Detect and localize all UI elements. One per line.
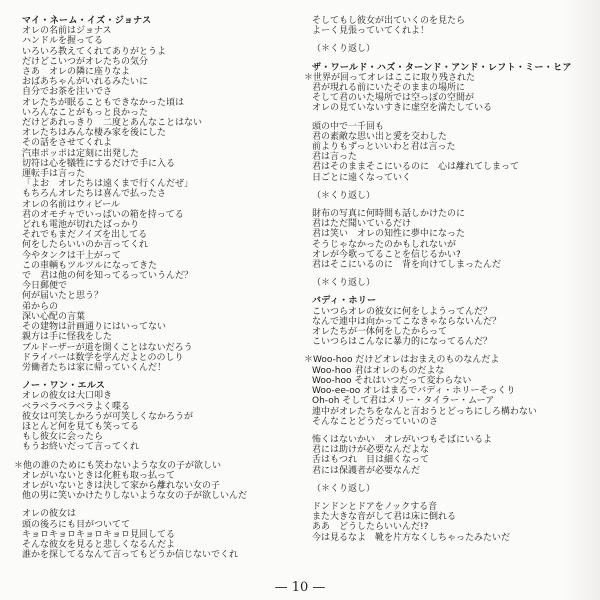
lyric-line: そして君のいた場所では空っぽの空間が	[312, 93, 475, 104]
lyric-line: 弟からの	[22, 301, 59, 312]
lyric-line: 君はただ聞いているだけ	[312, 219, 412, 230]
lyric-line: 汽車ポッポは定刻に出発した	[22, 148, 140, 159]
lyric-line: オレがいないときは決して家から離れない女の子	[22, 480, 221, 491]
lyric-stanza	[22, 509, 247, 560]
lyric-line: さあ オレの隣に座りなよ	[22, 67, 131, 78]
lyric-line: 何をしたらいいのか言ってくれ	[22, 240, 149, 251]
lyric-line: 頭の中で一千回も	[312, 121, 385, 132]
song-section	[304, 62, 572, 114]
lyric-line: Woo-hoo それはいつだって変わらない	[312, 375, 472, 386]
lyric-line: その建物は計画通りにはいってない	[22, 322, 167, 333]
lyric-line: オレたちが眠ることもできなかった頃は	[22, 97, 185, 108]
lyric-line: 君はそこにいるのに 背を向けてしまったんだ	[312, 260, 502, 271]
lyric-line: オレの見ていないすきに虚空を満たしている	[312, 103, 493, 114]
lyric-line: キョロキョロキョロキョロ見回してる	[22, 529, 176, 540]
lyric-line: 今日郵便で	[22, 281, 68, 292]
lyric-stanza	[14, 460, 248, 502]
lyric-line: いろいろ教えてくれてありがとうよ	[22, 46, 167, 57]
lyric-line: おばあちゃんがいれるみたいに	[22, 77, 149, 88]
page-number: — 10 —	[274, 580, 326, 595]
lyric-line: だけどこいつがオレたちの気分	[22, 56, 149, 67]
lyric-line: 君は笑い オレの知性に夢中になった	[312, 229, 466, 240]
lyric-line: そんな彼女を見ると悲しくなるんだよ	[22, 539, 176, 550]
lyric-line: 今やタンクは干上がって	[22, 250, 121, 261]
song-section	[312, 296, 572, 347]
lyric-stanza	[312, 435, 572, 476]
lyric-line: 財布の写真に何時間も話しかけたのに	[312, 209, 466, 220]
lyric-line: なんで連中は向かってこなきゃならないんだ？	[312, 316, 502, 327]
lyric-line: （＊くり返し）	[312, 483, 376, 494]
lyric-line: Oh-oh そして君はメリー・タイラー・ムーア	[312, 396, 495, 407]
song-title: ノー・ワン・エルス	[22, 381, 106, 392]
lyric-line: 労働者たちは家に帰っていくんだ！	[22, 362, 167, 373]
lyric-line: オレの彼女は大口叩き	[22, 391, 113, 402]
lyric-line: だけどあれっきり 二度とあんなことはない	[22, 118, 203, 129]
lyric-line: こいつらオレの彼女に何をしようってんだ？	[312, 306, 493, 317]
lyric-line: オレたちはみんな棲み家を後にした	[22, 128, 167, 139]
lyric-line: 自分でお茶を注いでさ	[22, 87, 113, 98]
lyric-line: Woo-ee-oo オレはまるでバディ・ホリーそっくり	[312, 386, 516, 397]
lyric-line: もうお終いだって言ってくれ	[22, 442, 140, 453]
lyric-stanza	[312, 44, 572, 54]
lyric-line: 深い心配の言葉	[22, 311, 86, 322]
lyric-line: ドンドンとドアをノックする音	[312, 501, 438, 512]
lyric-line: Woo-hoo 君はオレのものだよな	[312, 365, 445, 376]
lyric-line: こいつらはこんなに暴力的になってるんだ？	[312, 337, 493, 348]
song-title: ザ・ワールド・ハズ・ターンド・アンド・レフト・ミー・ヒア	[312, 62, 572, 73]
lyric-line: いろんなことがもっと良かった	[22, 107, 149, 118]
lyric-line: ああ どうしたらいいんだ!?	[312, 522, 429, 533]
lyric-line: 他の男に笑いかけたりしないような女の子が欲しいんだ	[22, 491, 248, 502]
lyric-stanza	[312, 122, 572, 183]
song-title: マイ・ネーム・イズ・ジョナス	[22, 16, 152, 26]
lyric-line: 君の素敵な思い出と愛を交わした	[312, 131, 448, 142]
lyric-line: オレがいないときは化粧も取っ払って	[22, 470, 176, 481]
lyric-line: 日ごとに遠くなっていく	[312, 172, 412, 183]
lyric-line: （＊くり返し）	[312, 278, 376, 289]
lyric-stanza	[312, 191, 572, 201]
lyric-line: 今は見るなよ 靴を片方なくしちゃったみたいだ	[312, 532, 511, 543]
lyric-stanza	[312, 278, 572, 288]
lyric-stanza	[312, 16, 572, 36]
lyric-line: もちろんオレたちは喜んで払ったさ	[22, 189, 167, 200]
lyric-stanza	[312, 502, 572, 543]
lyric-stanza	[312, 209, 572, 270]
lyric-line: オレが今歌ってることを信じるかい?	[312, 249, 461, 260]
lyric-line: ベラベラベラベラよく喋る	[22, 401, 131, 412]
lyric-line: オレの名前はウィビール	[22, 199, 120, 210]
lyric-line: そしてもし彼女が出ていくのを見たら	[312, 16, 466, 26]
lyric-line: 彼女は可笑しかろうが可笑しくなかろうが	[22, 411, 194, 422]
lyric-line: オレたちが一体何をしたからって	[312, 327, 448, 338]
lyric-line: 舌はもつれ 目は細くなって	[312, 455, 430, 466]
lyric-line: ＊Woo-hoo だけどオレはおまえのものなんだよ	[304, 355, 500, 366]
lyric-line: どれも電池が切れたばっかり	[22, 220, 140, 231]
lyric-stanza	[304, 355, 572, 427]
lyric-line: ドライバーは数学を学んだよとののしり	[22, 352, 184, 363]
lyric-line: 君は言った	[312, 152, 358, 163]
lyric-line: 頭の後ろにも目がついてて	[22, 519, 131, 530]
lyric-line: 君には助けが必要なんだよな	[312, 445, 430, 456]
lyric-line: 君のオモチャでいっぱいの箱を持ってる	[22, 209, 184, 220]
lyric-line: 前よりもずっといいわと君は言った	[312, 142, 456, 153]
lyric-line: もし彼女に会ったら	[22, 432, 104, 443]
lyric-line: 親方は手に怪我をした	[22, 332, 113, 343]
lyric-line: 怖くはないかい オレがいつもそばにいるよ	[312, 434, 493, 445]
lyric-line: 何が届いたと思う？	[22, 291, 104, 302]
lyric-line: ほとんど何を見ても笑ってる	[22, 421, 140, 432]
right-column	[304, 16, 572, 551]
lyric-line: 君はそのままそこにいるのに 心は離れてしまって	[312, 162, 520, 173]
lyric-line: オレの名前はジョナス	[22, 26, 112, 37]
lyric-line: それでもまだノイズを出してる	[22, 230, 148, 241]
lyric-stanza	[312, 484, 572, 494]
lyric-line: ブルドーザーが道を開くことはないだろう	[22, 342, 193, 353]
lyric-line: （＊くり返し）	[312, 44, 376, 55]
lyric-line: そうじゃなかったのかもしれないが	[312, 239, 457, 250]
lyric-line: 運転手は言った	[22, 169, 86, 180]
lyric-line: 連中がオレたちをなんと言おうとどっちにしろ構わない	[312, 406, 537, 417]
lyric-line: 君が現れる前にいたそのままの場所に	[312, 83, 466, 94]
lyric-line: よーく見張っていてくれよ！	[312, 26, 430, 37]
song-title: バディ・ホリー	[312, 296, 377, 307]
lyric-line: 君には保護者が必要なんだ	[312, 465, 421, 476]
lyric-line: その話をさせてくれよ	[22, 138, 113, 149]
lyric-line: 切符は心を犠牲にするだけで手に入る	[22, 158, 176, 169]
lyric-line: オレの彼女は	[22, 509, 77, 520]
lyric-line: で 君は他の何を知ってるっていうんだ？	[22, 271, 194, 282]
lyric-line: 「よお オレたちは遠くまで行くんだぜ」	[22, 179, 194, 190]
song-section	[22, 16, 247, 373]
lyric-line: ハンドルを握ってる	[22, 36, 104, 47]
left-column	[14, 16, 248, 568]
lyric-line: この車輌もツルツルになってきた	[22, 260, 158, 271]
lyric-line: また大きな音がして君は床に倒れる	[312, 512, 457, 523]
lyric-line: 誰かを探してるなんて言ってもどうか信じないでくれ	[22, 550, 239, 561]
lyric-line: ＊世界が回ってオレはここに取り残された	[304, 72, 476, 83]
lyric-line: ＊他の誰のためにも笑わないような女の子が欲しい	[14, 460, 222, 471]
song-section	[22, 381, 247, 452]
lyric-line: そんなことどうだっていいのさ	[312, 416, 439, 427]
lyric-line: （＊くり返し）	[312, 190, 376, 201]
